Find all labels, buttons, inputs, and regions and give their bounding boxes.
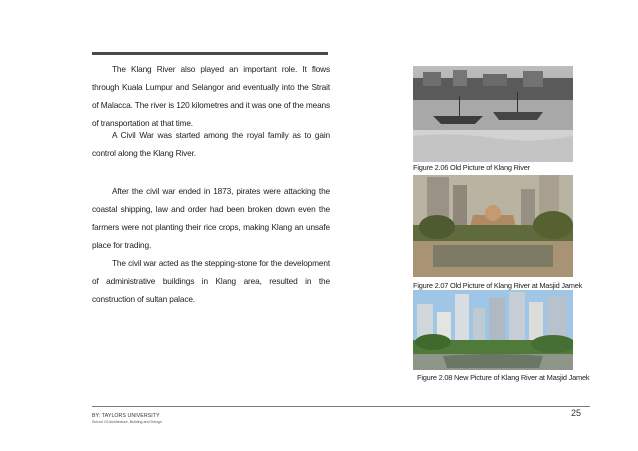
figure-caption: Figure 2.08 New Picture of Klang River at Masjid Jamek <box>417 373 590 382</box>
bottom-rule <box>92 406 590 407</box>
footer-school: School Of Architecture, Building and Design <box>92 420 162 424</box>
paragraph-klang-river: The Klang River also played an important role. It flows through Kuala Lumpur and Selangor and eventually into the Strait of Malacca. The river is 120 kilometres and it was one of the means of transportation at that time. <box>92 64 330 128</box>
figure-caption: Figure 2.06 Old Picture of Klang River <box>413 163 530 172</box>
top-rule <box>92 52 328 55</box>
figure-caption: Figure 2.07 Old Picture of Klang River at Masjid Jamek <box>413 281 583 290</box>
figure-old-klang-river-photo <box>413 66 573 162</box>
footer-institution: BY: TAYLORS UNIVERSITY <box>92 413 160 419</box>
page-number: 25 <box>571 408 582 418</box>
paragraph-development: The civil war acted as the stepping-stone for the development of administrative buildings in Klang area, resulted in the construction of sultan palace. <box>92 258 330 304</box>
figure-old-masjid-jamek-photo <box>413 175 573 277</box>
paragraph-civil-war: A Civil War was started among the royal family as to gain control along the Klang River. <box>92 130 330 158</box>
figure-new-masjid-jamek-photo <box>413 290 573 370</box>
paragraph-pirates: After the civil war ended in 1873, pirates were attacking the coastal shipping, law and order had been broken down even the farmers were not planting their rice crops, making Klang an unsafe place for trading. <box>92 186 330 250</box>
